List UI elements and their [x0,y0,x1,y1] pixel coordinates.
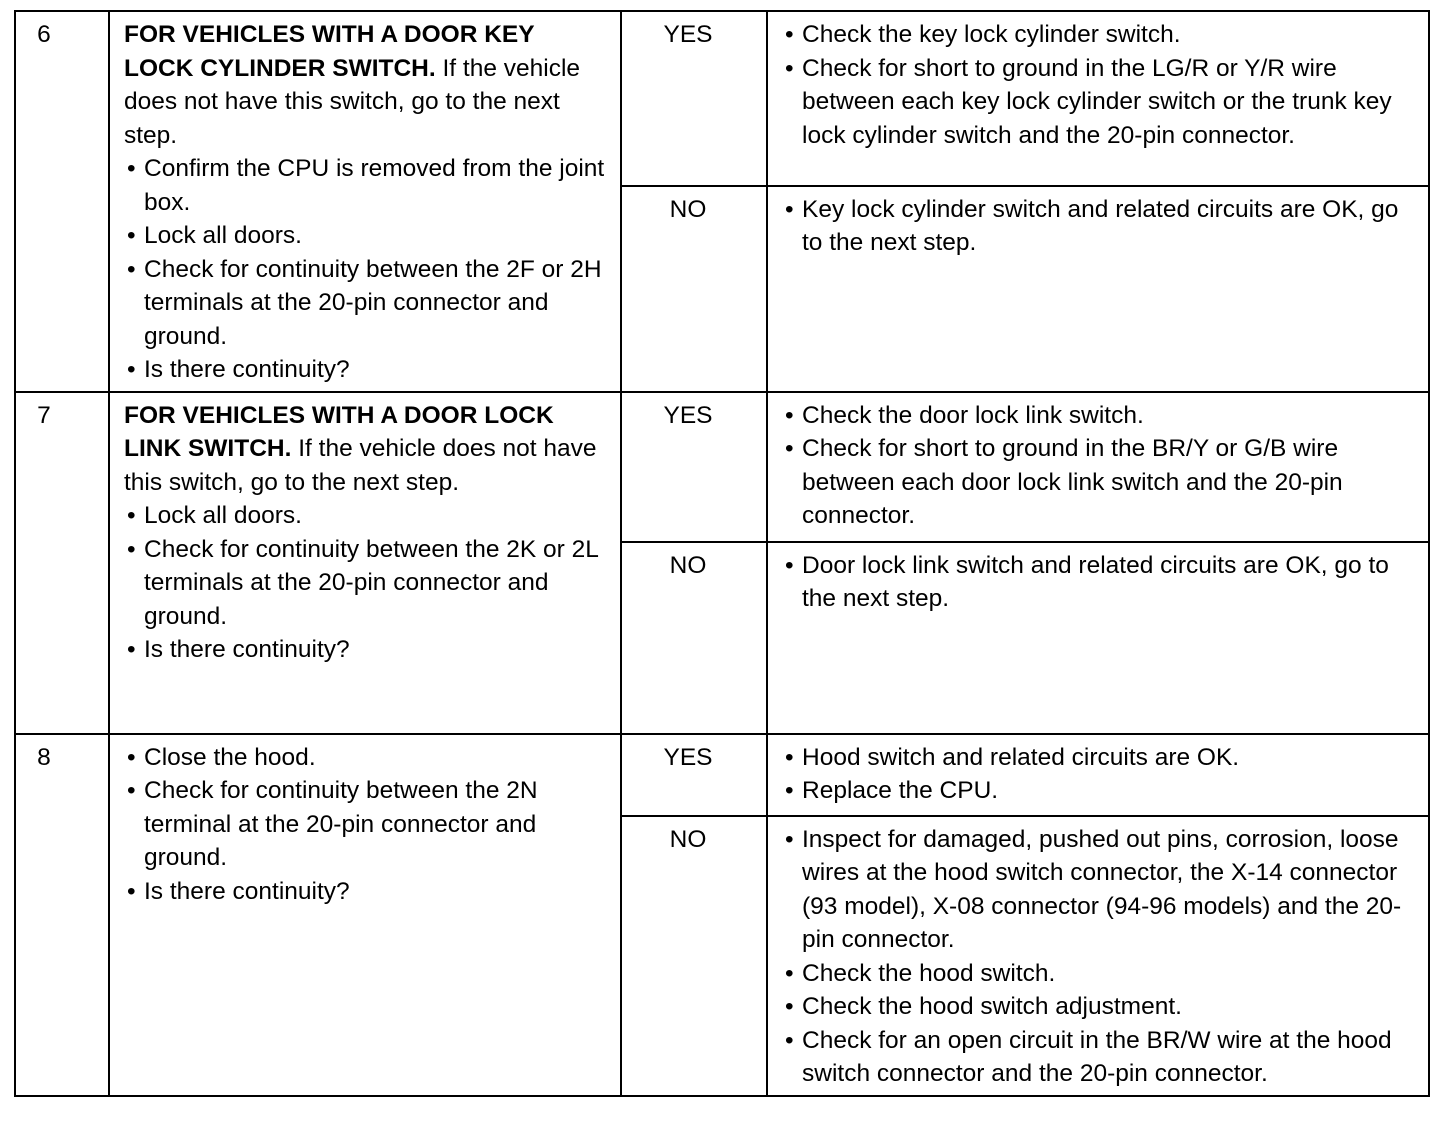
yes-action-item: • Check the key lock cylinder switch. [782,18,1418,52]
no-action-list [782,823,1418,1091]
step-row [15,11,1429,186]
result-no-action-cell [767,816,1429,1096]
result-yes-action-cell [767,11,1429,186]
no-action-item: • Check for an open circuit in the BR/W wire at the hood switch connector and the 20-pin connector. [782,1024,1418,1091]
result-no-label: NO [621,816,767,1096]
no-action-list [782,549,1418,616]
yes-action-item: • Replace the CPU. [782,774,1418,808]
diagnostic-table [14,10,1430,1097]
no-action-item: • Door lock link switch and related circuits are OK, go to the next step. [782,549,1418,616]
no-action-item: • Check the hood switch adjustment. [782,990,1418,1024]
step-row [15,392,1429,542]
step-heading-text: If the vehicle does not have this switch, go to the next step. [124,435,597,496]
result-yes-label: YES [621,11,767,186]
step-heading-bold: FOR VEHICLES WITH A DOOR LOCK LINK SWITCH. [124,401,554,462]
yes-action-item: • Hood switch and related circuits are OK. [782,741,1418,775]
action-item: • Lock all doors. [124,219,610,253]
step-action-cell [109,734,621,1096]
action-list [124,152,610,387]
no-action-list [782,193,1418,260]
yes-action-list [782,399,1418,533]
yes-action-list [782,741,1418,808]
step-action-cell [109,392,621,734]
action-item: • Confirm the CPU is removed from the joint box. [124,152,610,219]
result-no-action-cell [767,542,1429,734]
step-heading [124,18,610,152]
no-action-item: • Key lock cylinder switch and related circuits are OK, go to the next step. [782,193,1418,260]
action-item: • Check for continuity between the 2K or 2L terminals at the 20-pin connector and ground. [124,533,610,634]
step-action-cell [109,11,621,392]
result-yes-label: YES [621,392,767,542]
result-no-label: NO [621,542,767,734]
step-row [15,734,1429,816]
step-number: 7 [15,392,109,734]
no-action-item: • Inspect for damaged, pushed out pins, corrosion, loose wires at the hood switch connector, the X-14 connector (93 model), X-08 connector (94-96 models) and the 20-pin connector. [782,823,1418,957]
step-heading-bold: FOR VEHICLES WITH A DOOR KEY LOCK CYLINDER SWITCH. [124,21,535,82]
yes-action-list [782,18,1418,152]
no-action-item: • Check the hood switch. [782,957,1418,991]
result-yes-action-cell [767,734,1429,816]
yes-action-item: • Check for short to ground in the LG/R or Y/R wire between each key lock cylinder switch or the trunk key lock cylinder switch and the 20-pin connector. [782,52,1418,153]
step-heading-text: If the vehicle does not have this switch, go to the next step. [124,54,581,149]
action-item: • Is there continuity? [124,875,610,909]
action-item: • Close the hood. [124,741,610,775]
step-heading [124,399,610,500]
diagnostic-table-page [14,10,1428,1134]
yes-action-item: • Check the door lock link switch. [782,399,1418,433]
action-item: • Check for continuity between the 2N terminal at the 20-pin connector and ground. [124,774,610,875]
action-item: • Check for continuity between the 2F or 2H terminals at the 20-pin connector and ground. [124,253,610,354]
step-number: 6 [15,11,109,392]
yes-action-item: • Check for short to ground in the BR/Y or G/B wire between each door lock link switch and the 20-pin connector. [782,432,1418,533]
result-no-action-cell [767,186,1429,392]
action-item: • Lock all doors. [124,499,610,533]
action-item: • Is there continuity? [124,353,610,387]
action-list [124,499,610,667]
action-item: • Is there continuity? [124,633,610,667]
result-yes-action-cell [767,392,1429,542]
result-no-label: NO [621,186,767,392]
step-number: 8 [15,734,109,1096]
action-list [124,741,610,909]
result-yes-label: YES [621,734,767,816]
